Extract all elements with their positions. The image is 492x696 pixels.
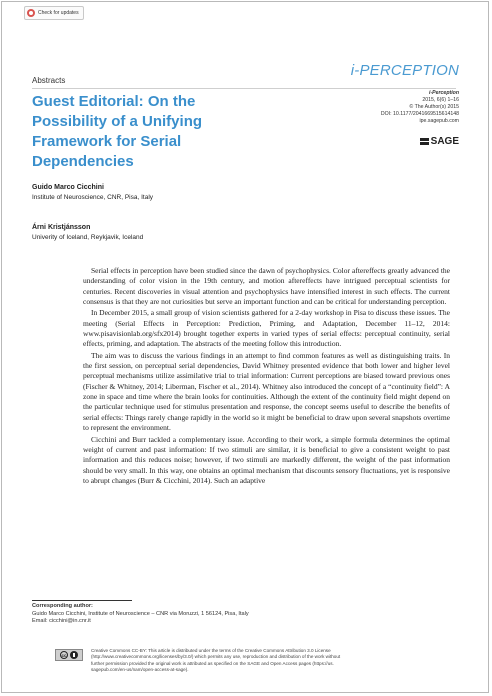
meta-doi[interactable]: DOI: 10.1177/2041669515614148 bbox=[380, 111, 459, 117]
footnote-divider bbox=[32, 600, 132, 601]
meta-volume: 2015, 6(6) 1–16 bbox=[422, 97, 459, 103]
license-line[interactable]: sagepub.com/en-us/nam/open-access-at-sage). bbox=[91, 667, 189, 673]
corresponding-address: Guido Marco Cicchini, Institute of Neuroscience – CNR via Moruzzi, 1 56124, Pisa, Italy bbox=[32, 610, 249, 617]
check-for-updates-button[interactable] bbox=[24, 6, 84, 20]
meta-site[interactable]: ipe.sagepub.com bbox=[419, 118, 459, 124]
title-line: Framework for Serial bbox=[32, 133, 182, 150]
license-line[interactable]: (http://www.creativecommons.org/licenses/by/3.0/) which permits any use, reproduction and distribution of the work without bbox=[91, 654, 341, 660]
publisher-logo bbox=[420, 136, 459, 147]
journal-name: i-PERCEPTION bbox=[350, 62, 459, 79]
article-title bbox=[32, 92, 282, 172]
sage-logo-icon bbox=[420, 137, 429, 146]
license-line: Creative Commons CC-BY: This article is distributed under the terms of the Creative Commons Attribution 3.0 License bbox=[91, 648, 331, 653]
body-paragraph: Serial effects in perception have been studied since the dawn of psychophysics. Color aftereffects greatly advanced the understanding of color vision in the 19th century, and motion aftereffects have intrigued perceptual scientists for centuries. Recent discoveries in visual attention and psychophysics have intensified interest in such effects. The current consensus is that they are not curiosities but serve an important function and can be critical for understanding perception. bbox=[83, 266, 450, 307]
check-for-updates-label: Check for updates bbox=[38, 10, 79, 16]
corresponding-heading: Corresponding author: bbox=[32, 603, 93, 609]
author-name: Árni Kristjánsson bbox=[32, 224, 91, 231]
title-line: Guest Editorial: On the bbox=[32, 93, 196, 110]
meta-journal: i-Perception bbox=[429, 90, 459, 96]
check-updates-icon bbox=[27, 9, 35, 17]
header-divider bbox=[32, 88, 456, 89]
author-affiliation: Institute of Neuroscience, CNR, Pisa, Italy bbox=[32, 194, 154, 201]
corresponding-email[interactable]: Email: cicchini@in.cnr.it bbox=[32, 618, 91, 625]
body-paragraph: In December 2015, a small group of vision scientists gathered for a 2-day workshop in Pisa to discuss these issues. The meeting (Serial Effects in Perception: Prediction, Priming, and Adaptation, December 11–12, 2014: www.pisavisionlab.org/sfx2014) brought together experts in varied types of serial effects: perceptual continuity, serial effects, priming, and adaptation. The abstracts of the meeting follow this introduction. bbox=[83, 308, 450, 349]
publisher-name: SAGE bbox=[430, 136, 459, 147]
body-paragraph: Cicchini and Burr tackled a complementary issue. According to their work, a simple formula determines the optimal weight of current and past information: If two stimuli are similar, it is beneficial to give a consistent weight to past information and this reduces noise; however, if two stimuli are markedly different, the weight of the past information should be very small. In this way, one obtains an optimal mechanism that discounts sensory fluctuations, yet is responsive to abrupt changes (Burr & Cicchini, 2014). Such an adaptive bbox=[83, 434, 450, 485]
body-paragraph: The aim was to discuss the various findings in an attempt to find common features as well as distinguishing traits. In the first session, on perceptual serial dependencies, David Whitney presented evidence that both lower and higher level perceptual mechanisms utilize assimilative trial to trial information: Current perceptions are biased toward previous ones (Fischer & Whitney, 2014; Liberman, Fischer et al., 2014). Whitney also introduced the concept of a “continuity field”: A zone in space and time where the brain looks for continuities. Although the extent of the continuity field might depend on the particular technique used for stimulus presentation and response, the concept seems useful to describe the benefits of serial effects: Things rarely change rapidly in the world so it might be beneficial to draw upon several snapshots overtime to represent the environment. bbox=[83, 350, 450, 433]
title-line: Possibility of a Unifying bbox=[32, 113, 203, 130]
license-text bbox=[91, 648, 446, 674]
author-name: Guido Marco Cicchini bbox=[32, 184, 104, 191]
meta-rights: © The Author(s) 2015 bbox=[409, 104, 459, 110]
article-meta bbox=[381, 90, 459, 125]
license-line: further permission provided the original work is attributed as specified on the SAGE and Open Access pages (https://us. bbox=[91, 660, 334, 666]
cc-icon: cc bbox=[61, 653, 67, 658]
corresponding-author bbox=[32, 603, 249, 626]
title-line: Dependencies bbox=[32, 153, 134, 170]
author-affiliation: Univerity of Iceland, Reykjavik, Iceland bbox=[32, 234, 144, 241]
attribution-icon bbox=[70, 651, 78, 659]
creative-commons-badge bbox=[55, 649, 83, 661]
article-body bbox=[83, 266, 450, 487]
section-label: Abstracts bbox=[32, 76, 66, 85]
